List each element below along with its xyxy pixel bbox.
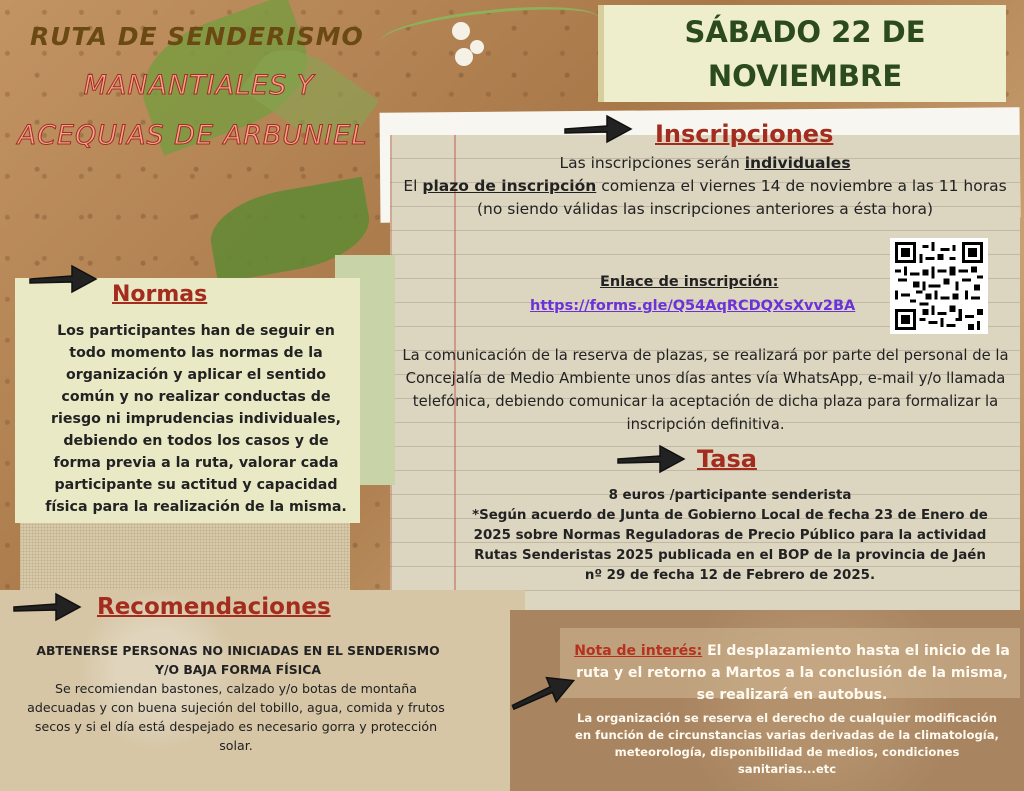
comunicacion-text: La comunicación de la reserva de plazas, se realizará por parte del personal de la Concejalía de Medio Ambiente unos días antes vía WhatsApp, e-mail y/o llamada telefónica, debiendo comunicar la aceptación de dicha plaza para formalizar la inscripción definitiva. [402,347,1009,433]
arrow-right-icon [28,262,98,296]
inscripciones-line2-rest: comienza el viernes 14 de noviembre a las 11 horas [596,177,1007,195]
qr-code-icon[interactable] [890,238,988,334]
date-line1: SÁBADO 22 DE [684,14,926,49]
normas-heading: Normas [112,282,208,307]
route-name-line2: ACEQUIAS DE ARBUNIEL [17,120,368,151]
route-name-line1: MANANTIALES Y [83,70,315,101]
dot-decoration [470,40,484,54]
tasa-price: 8 euros /participante senderista [608,488,852,503]
recomendaciones-warning-line2: Y/O BAJA FORMA FÍSICA [155,662,321,677]
page-title: RUTA DE SENDERISMO [30,22,364,51]
recomendaciones-warning-line1: ABTENERSE PERSONAS NO INICIADAS EN EL SENDERISMO [36,643,440,658]
inscripciones-line3: (no siendo válidas las inscripciones anteriores a ésta hora) [476,200,934,218]
arrow-right-icon [563,112,633,146]
tasa-text [470,486,990,586]
inscripciones-text [392,152,1018,221]
registration-link[interactable]: https://forms.gle/Q54AqRCDQXsXvv2BA [530,298,856,314]
vine-decoration [379,0,602,61]
inscripciones-line1: Las inscripciones serán [559,154,745,172]
tasa-heading: Tasa [697,445,757,473]
inscripciones-line2-bold: plazo de inscripción [422,177,597,195]
recomendaciones-text: Se recomiendan bastones, calzado y/o botas de montaña adecuadas y con buena sujeción del tobillo, agua, comida y frutos secos y si el día está despejado es necesario gorra y protección solar. [27,681,445,753]
nota-label: Nota de interés: [574,643,703,659]
enlace-title: Enlace de inscripción: [600,274,779,290]
tasa-note: *Según acuerdo de Junta de Gobierno Local de fecha 23 de Enero de 2025 sobre Normas Reguladoras de Precio Público para la actividad Rutas Senderistas 2025 publicada en el BOP de la provincia de Jaén nº 29 de fecha 12 de Febrero de 2025. [472,508,988,583]
dot-decoration [455,48,473,66]
nota-interes [572,640,1012,706]
normas-text: Los participantes han de seguir en todo momento las normas de la organización y aplicar el sentido común y no realizar conductas de riesgo ni imprudencias individuales, debiendo en todos los casos y de forma previa a la ruta, valorar cada participante su actitud y capacidad física para la realización de la misma. [45,323,347,515]
inscripciones-line2: El [403,177,423,195]
arrow-right-icon [616,442,686,476]
date-panel [598,5,1006,102]
inscripciones-line1-bold: individuales [744,154,851,172]
nota-text: El desplazamiento hasta el inicio de la ruta y el retorno a Martos a la conclusión de la misma, se realizará en autobus. [576,643,1010,703]
nota-disclaimer: La organización se reserva el derecho de cualquier modificación en función de circunstancias varias derivadas de la climatología, meteorología, disponibilidad de medios, condiciones sanitarias...etc [575,711,999,776]
inscripciones-heading: Inscripciones [655,120,834,148]
recomendaciones-heading: Recomendaciones [97,594,331,620]
date-line2: NOVIEMBRE [707,58,903,93]
recomendaciones-warning [28,641,448,679]
dot-decoration [452,22,470,40]
arrow-right-icon [12,590,82,624]
